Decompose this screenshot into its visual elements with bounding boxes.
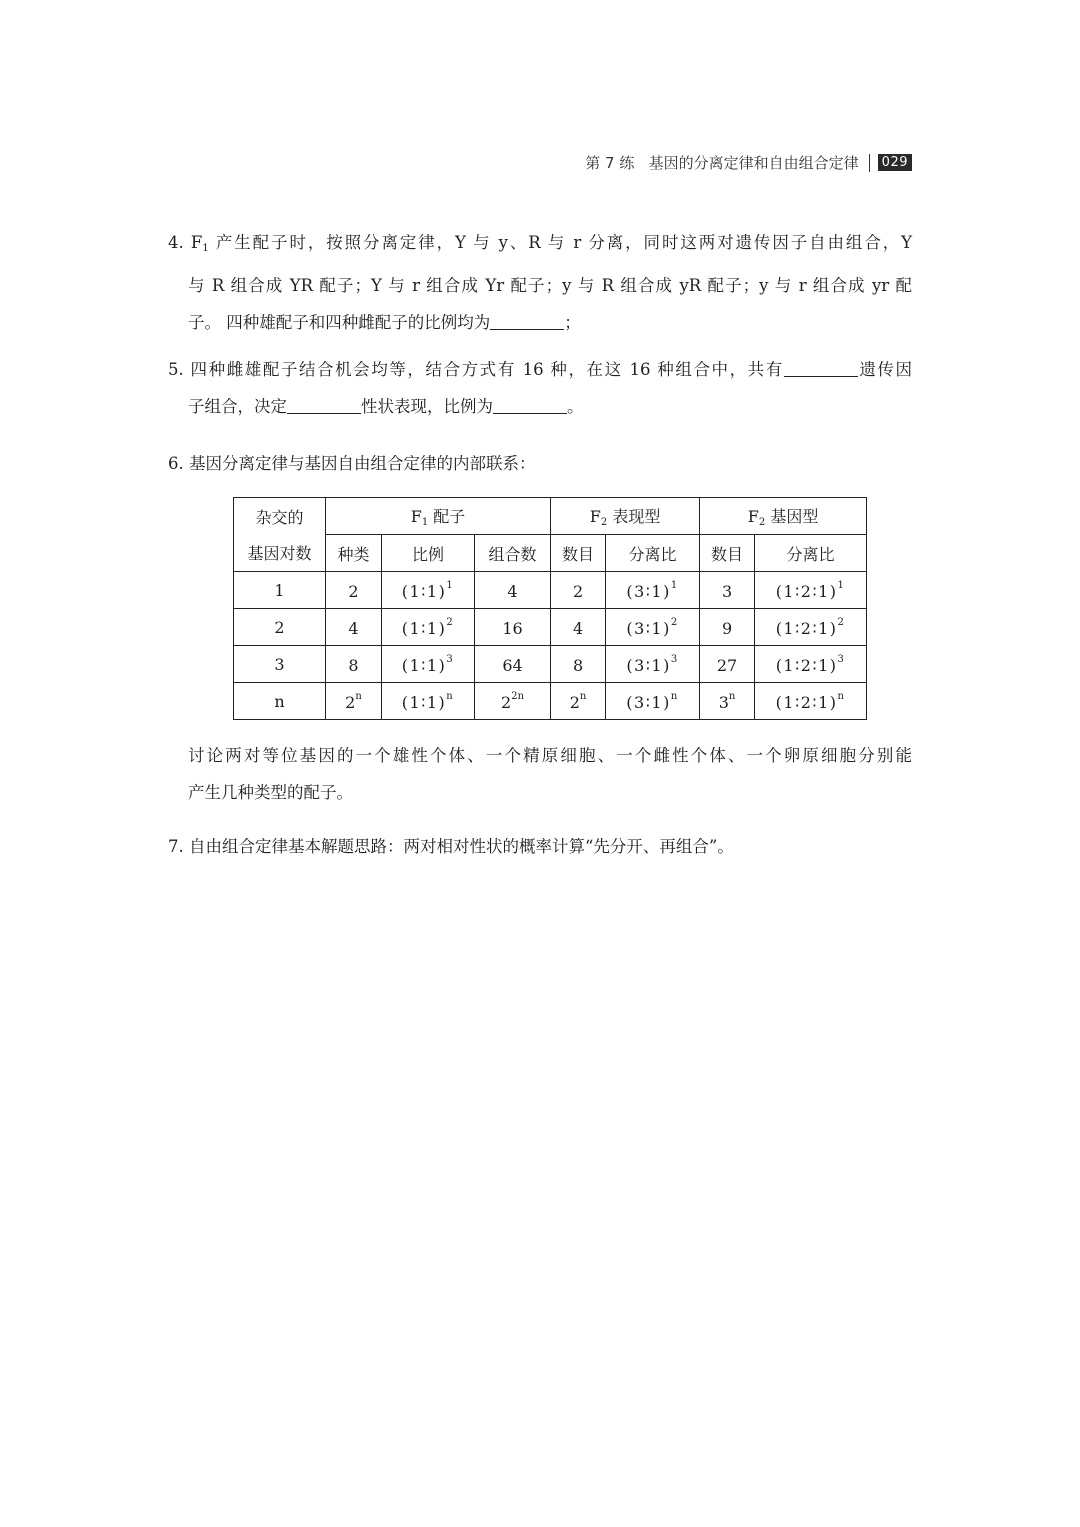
answer-blank[interactable] bbox=[287, 395, 361, 414]
answer-blank[interactable] bbox=[784, 358, 858, 377]
table-cell: 8 bbox=[326, 646, 382, 683]
header-cell: 分离比 bbox=[755, 535, 867, 572]
question-4 bbox=[168, 224, 912, 341]
table-cell: 64 bbox=[475, 646, 551, 683]
table-cell: 2 bbox=[551, 572, 606, 609]
discussion-line-1: 讨论两对等位基因的一个雄性个体、一个精原细胞、一个雌性个体、一个卵原细胞分别能 bbox=[188, 746, 912, 765]
table-cell: (1∶1)$^1$ bbox=[382, 572, 475, 609]
question-5 bbox=[168, 351, 912, 425]
table-cell: (3∶1)$^3$ bbox=[606, 646, 700, 683]
q5-line-1: 5. 四种雌雄配子结合机会均等，结合方式有 16 种，在这 16 种组合中，共有 遗传因 bbox=[168, 360, 913, 379]
table-cell: (1∶2∶1)$^3$ bbox=[755, 646, 867, 683]
q5-line-2: 子组合，决定 性状表现，比例为 。 bbox=[188, 397, 584, 416]
running-header bbox=[585, 152, 912, 173]
table-cell: (1∶1)$^2$ bbox=[382, 609, 475, 646]
table-cell: (3∶1)$^2$ bbox=[606, 609, 700, 646]
header-cell: 比例 bbox=[382, 535, 475, 572]
header-cell-f2-phenotype: $F_2$ 表现型 bbox=[551, 498, 700, 535]
header-cell: 种类 bbox=[326, 535, 382, 572]
header-cell: 数目 bbox=[551, 535, 606, 572]
table-cell: 4 bbox=[326, 609, 382, 646]
header-cell-f1-gametes: $F_1$ 配子 bbox=[326, 498, 551, 535]
table-header-row-1 bbox=[234, 498, 867, 535]
question-6-title: 6. 基因分离定律与基因自由组合定律的内部联系： bbox=[168, 454, 536, 473]
question-7: 7. 自由组合定律基本解题思路：两对相对性状的概率计算“先分开、再组合”。 bbox=[168, 837, 734, 856]
table-cell: 2 bbox=[326, 572, 382, 609]
header-divider bbox=[869, 154, 870, 172]
table-cell: 9 bbox=[700, 609, 755, 646]
table-cell: 3 bbox=[700, 572, 755, 609]
table-cell: 2$^n$ bbox=[326, 683, 382, 720]
page-number: 029 bbox=[878, 154, 912, 171]
header-cell: 杂交的 bbox=[234, 498, 326, 535]
header-cell: 基因对数 bbox=[234, 535, 326, 572]
table-row bbox=[234, 609, 867, 646]
table-cell: (1∶2∶1)$^2$ bbox=[755, 609, 867, 646]
table-cell: 4 bbox=[551, 609, 606, 646]
table-cell: 3 bbox=[234, 646, 326, 683]
q4-line-1: 4. $F_1$ 产生配子时，按照分离定律，Y 与 y、R 与 r 分离，同时这两对遗传因子自由组合，Y bbox=[168, 233, 913, 254]
table-cell: 2 bbox=[234, 609, 326, 646]
answer-blank[interactable] bbox=[490, 311, 564, 330]
genetics-table bbox=[233, 497, 867, 720]
table-cell: 2$^n$ bbox=[551, 683, 606, 720]
header-cell: 分离比 bbox=[606, 535, 700, 572]
table-cell: 27 bbox=[700, 646, 755, 683]
table-cell: (1∶2∶1)$^1$ bbox=[755, 572, 867, 609]
table-cell: 4 bbox=[475, 572, 551, 609]
table-cell: n bbox=[234, 683, 326, 720]
table-row bbox=[234, 683, 867, 720]
table-cell: $2^{2n}$ bbox=[475, 683, 551, 720]
table-cell: (1∶1)$^n$ bbox=[382, 683, 475, 720]
table-row bbox=[234, 646, 867, 683]
chapter-title: 第 7 练 基因的分离定律和自由组合定律 bbox=[585, 154, 859, 172]
header-cell: 组合数 bbox=[475, 535, 551, 572]
table-row bbox=[234, 572, 867, 609]
table-header-row-2 bbox=[234, 535, 867, 572]
q4-line-3: 子。 四种雄配子和四种雌配子的比例均为 ； bbox=[188, 313, 581, 332]
header-cell: 数目 bbox=[700, 535, 755, 572]
answer-blank[interactable] bbox=[493, 395, 567, 414]
header-cell-f2-genotype: $F_2$ 基因型 bbox=[700, 498, 867, 535]
table-cell: (3∶1)$^n$ bbox=[606, 683, 700, 720]
table-cell: (3∶1)$^1$ bbox=[606, 572, 700, 609]
table-cell: 16 bbox=[475, 609, 551, 646]
table-cell: 1 bbox=[234, 572, 326, 609]
question-6-discussion bbox=[168, 737, 912, 811]
table-cell: (1∶1)$^3$ bbox=[382, 646, 475, 683]
table-cell: 3$^n$ bbox=[700, 683, 755, 720]
discussion-line-2: 产生几种类型的配子。 bbox=[188, 783, 353, 802]
table-cell: (1∶2∶1)$^n$ bbox=[755, 683, 867, 720]
table-cell: 8 bbox=[551, 646, 606, 683]
q4-line-2: 与 R 组合成 YR 配子；Y 与 r 组合成 Yr 配子；y 与 R 组合成 yR 配子；y 与 r 组合成 yr 配 bbox=[188, 276, 912, 295]
